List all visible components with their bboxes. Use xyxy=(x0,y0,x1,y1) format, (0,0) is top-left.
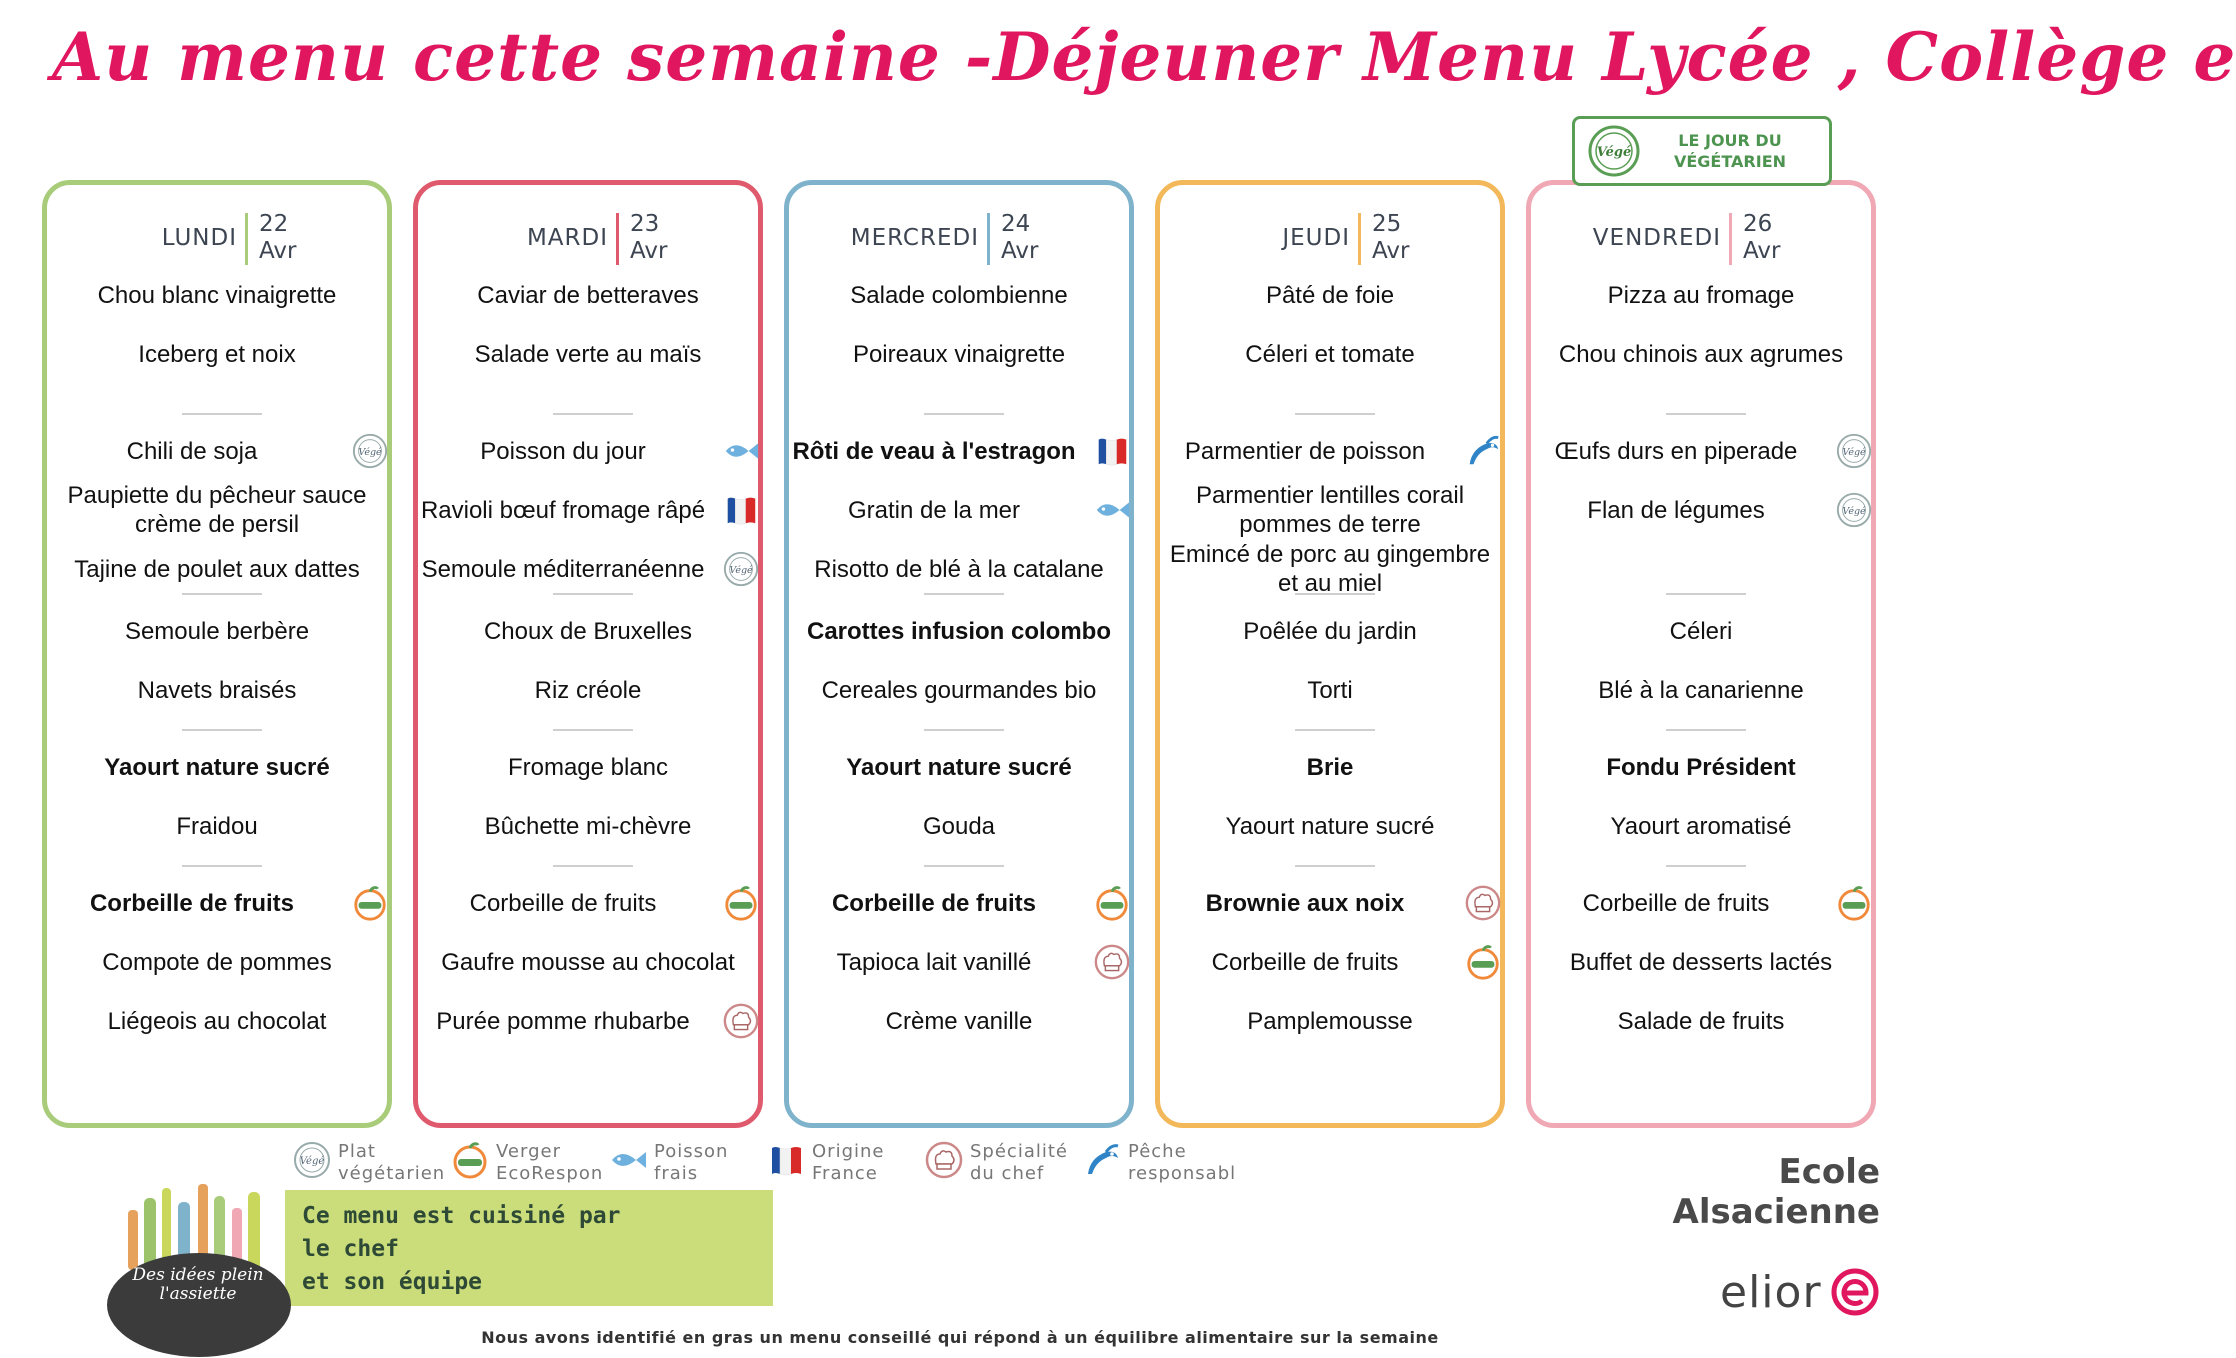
course-separator xyxy=(924,413,1004,415)
day-name: MARDI xyxy=(526,225,608,251)
menu-item xyxy=(418,265,758,325)
day-column-mardi xyxy=(413,180,763,1128)
menu-item xyxy=(789,873,1129,933)
chef-icon xyxy=(924,1140,964,1185)
menu-item xyxy=(47,324,387,384)
chef-icon xyxy=(1093,943,1131,981)
menu-item-label: Fromage blanc xyxy=(507,753,669,781)
vege-icon xyxy=(1835,491,1873,529)
day-number: 22 xyxy=(259,211,289,237)
menu-item xyxy=(1531,660,1871,720)
menu-item xyxy=(1160,873,1500,933)
day-divider xyxy=(616,213,619,265)
menu-item-label: Gratin de la mer xyxy=(847,496,1021,524)
day-date xyxy=(630,211,667,265)
course-separator xyxy=(553,865,633,867)
menu-item-label: Gaufre mousse au chocolat xyxy=(441,948,735,976)
menu-item xyxy=(1531,873,1871,933)
menu-item xyxy=(418,796,758,856)
menu-item-label: Pamplemousse xyxy=(1247,1007,1413,1035)
chef-icon xyxy=(1464,884,1502,922)
menu-item-label: Semoule berbère xyxy=(124,617,310,645)
menu-item-label: Céleri xyxy=(1669,617,1733,645)
menu-item-label: Blé à la canarienne xyxy=(1598,676,1804,704)
menu-item xyxy=(47,660,387,720)
day-date xyxy=(259,211,296,265)
legend-label: Poisson frais xyxy=(654,1140,729,1184)
menu-item-label: Buffet de desserts lactés xyxy=(1569,948,1833,976)
legend-entry xyxy=(450,1140,603,1185)
menu-item-label: Céleri et tomate xyxy=(1245,340,1415,368)
menu-item-label: Salade verte au maïs xyxy=(474,340,702,368)
menu-item-label: Bûchette mi-chèvre xyxy=(484,812,692,840)
course-separator xyxy=(1295,865,1375,867)
menu-item-label: Cereales gourmandes bio xyxy=(821,676,1097,704)
menu-item-label: Poisson du jour xyxy=(480,437,646,465)
course-separator xyxy=(924,729,1004,731)
course-separator xyxy=(1666,865,1746,867)
menu-item xyxy=(418,873,758,933)
fish-icon xyxy=(608,1140,648,1185)
menu-item-label: Compote de pommes xyxy=(102,948,332,976)
menu-item-label: Torti xyxy=(1307,676,1353,704)
menu-item-label: Œufs durs en piperade xyxy=(1554,437,1798,465)
menu-item xyxy=(418,480,758,540)
menu-item-label: Tajine de poulet aux dattes xyxy=(74,555,360,583)
verger-icon xyxy=(351,884,389,922)
menu-item-label: Yaourt nature sucré xyxy=(846,753,1072,781)
course-separator xyxy=(182,413,262,415)
menu-item xyxy=(1531,421,1871,481)
vege-banner-text: LE JOUR DU VÉGÉTARIEN xyxy=(1673,131,1787,171)
elior-e-icon xyxy=(1830,1267,1880,1317)
menu-item xyxy=(1160,421,1500,481)
menu-item xyxy=(1160,796,1500,856)
menu-item xyxy=(47,265,387,325)
menu-item-label: Corbeille de fruits xyxy=(831,889,1037,917)
svg-text:Végé: Végé xyxy=(1842,505,1866,517)
menu-item xyxy=(1531,480,1871,540)
menu-item-label: Yaourt nature sucré xyxy=(104,753,330,781)
course-separator xyxy=(924,865,1004,867)
elior-logo xyxy=(1720,1262,1890,1322)
menu-item-label: Purée pomme rhubarbe xyxy=(436,1007,690,1035)
legend-label: Plat végétarien xyxy=(338,1140,446,1184)
day-name: MERCREDI xyxy=(850,225,979,251)
menu-item-label: Corbeille de fruits xyxy=(1211,948,1399,976)
menu-item xyxy=(789,265,1129,325)
day-number: 25 xyxy=(1372,211,1402,237)
menu-item-label: Pizza au fromage xyxy=(1607,281,1795,309)
vege-icon xyxy=(351,432,389,470)
day-column-jeudi xyxy=(1155,180,1505,1128)
day-column-vendredi xyxy=(1526,180,1876,1128)
day-month: Avr xyxy=(1001,238,1039,264)
svg-text:Végé: Végé xyxy=(1596,145,1632,160)
menu-item-label: Chou chinois aux agrumes xyxy=(1558,340,1844,368)
day-column-lundi xyxy=(42,180,392,1128)
menu-item xyxy=(47,991,387,1051)
menu-item xyxy=(418,660,758,720)
menu-item xyxy=(1160,991,1500,1051)
menu-item xyxy=(1160,601,1500,661)
day-header xyxy=(1531,201,1871,265)
menu-item-label: Semoule méditerranéenne xyxy=(421,555,705,583)
menu-item-label: Iceberg et noix xyxy=(138,340,296,368)
menu-item xyxy=(789,324,1129,384)
day-number: 24 xyxy=(1001,211,1031,237)
menu-item xyxy=(1160,265,1500,325)
menu-item-label: Corbeille de fruits xyxy=(469,889,657,917)
menu-item xyxy=(47,539,387,599)
menu-item-label: Emincé de porc au gingembre et au miel xyxy=(1169,541,1491,597)
day-month: Avr xyxy=(1743,238,1781,264)
menu-item-label: Salade de fruits xyxy=(1617,1007,1785,1035)
vege-day-banner xyxy=(1572,116,1832,186)
verger-icon xyxy=(450,1140,490,1185)
brand-name: elior xyxy=(1720,1266,1822,1318)
menu-item-label: Caviar de betteraves xyxy=(477,281,699,309)
vege-icon xyxy=(722,550,760,588)
peche-icon xyxy=(1464,432,1502,470)
menu-item xyxy=(418,737,758,797)
day-name: JEUDI xyxy=(1282,225,1350,251)
svg-text:Végé: Végé xyxy=(299,1156,325,1167)
menu-item-label: Chou blanc vinaigrette xyxy=(97,281,337,309)
menu-item-label: Chili de soja xyxy=(126,437,258,465)
day-column-mercredi xyxy=(784,180,1134,1128)
menu-item xyxy=(418,539,758,599)
menu-item-label: Poireaux vinaigrette xyxy=(852,340,1066,368)
vege-badge-icon xyxy=(1587,124,1641,178)
menu-item-label: Crème vanille xyxy=(885,1007,1033,1035)
verger-icon xyxy=(1835,884,1873,922)
menu-item-label: Brownie aux noix xyxy=(1205,889,1405,917)
menu-item xyxy=(1531,324,1871,384)
course-separator xyxy=(1295,729,1375,731)
menu-item-label: Tapioca lait vanillé xyxy=(836,948,1032,976)
menu-item-label: Gouda xyxy=(922,812,996,840)
course-separator xyxy=(1295,413,1375,415)
menu-item-label: Fondu Président xyxy=(1606,753,1796,781)
menu-item xyxy=(418,601,758,661)
menu-item-label: Rôti de veau à l'estragon xyxy=(792,437,1076,465)
menu-item-label: Riz créole xyxy=(534,676,642,704)
day-divider xyxy=(1729,213,1732,265)
menu-item-label: Paupiette du pêcheur sauce crème de persil xyxy=(67,482,367,538)
legend-entry xyxy=(766,1140,884,1185)
menu-item-label: Corbeille de fruits xyxy=(1582,889,1770,917)
menu-item xyxy=(1160,932,1500,992)
day-number: 23 xyxy=(630,211,660,237)
legend-label: Origine France xyxy=(812,1140,885,1184)
peche-icon xyxy=(1082,1140,1122,1185)
menu-item xyxy=(1531,932,1871,992)
svg-text:Végé: Végé xyxy=(729,564,753,576)
menu-item xyxy=(47,796,387,856)
svg-text:Végé: Végé xyxy=(358,446,382,458)
menu-item xyxy=(47,480,387,540)
menu-item-label: Brie xyxy=(1306,753,1354,781)
day-header xyxy=(47,201,387,265)
course-separator xyxy=(553,593,633,595)
day-number: 26 xyxy=(1743,211,1773,237)
menu-item xyxy=(1531,737,1871,797)
course-separator xyxy=(182,729,262,731)
page-title: Au menu cette semaine -Déjeuner Menu Lycée , Collège e xyxy=(52,18,2236,96)
day-date xyxy=(1372,211,1409,265)
course-separator xyxy=(182,865,262,867)
course-separator xyxy=(553,413,633,415)
menu-item-label: Parmentier lentilles corail pommes de terre xyxy=(1195,482,1465,538)
menu-item-label: Yaourt aromatisé xyxy=(1610,812,1792,840)
day-name: VENDREDI xyxy=(1592,225,1721,251)
menu-item xyxy=(789,991,1129,1051)
menu-item-label: Poêlée du jardin xyxy=(1243,617,1417,645)
day-header xyxy=(418,201,758,265)
menu-item xyxy=(789,421,1129,481)
menu-item-label: Risotto de blé à la catalane xyxy=(814,555,1104,583)
verger-icon xyxy=(722,884,760,922)
legend xyxy=(292,1140,1252,1190)
verger-icon xyxy=(1464,943,1502,981)
menu-item xyxy=(418,991,758,1051)
menu-item-label: Flan de légumes xyxy=(1587,496,1765,524)
menu-item-label: Liégeois au chocolat xyxy=(107,1007,327,1035)
menu-item xyxy=(789,796,1129,856)
day-month: Avr xyxy=(1372,238,1410,264)
menu-item-label: Navets braisés xyxy=(137,676,297,704)
day-header xyxy=(789,201,1129,265)
fish-icon xyxy=(722,432,760,470)
menu-item xyxy=(1160,324,1500,384)
menu-item-label: Salade colombienne xyxy=(850,281,1068,309)
fish-icon xyxy=(1093,491,1131,529)
menu-item xyxy=(47,932,387,992)
legend-entry xyxy=(608,1140,728,1185)
menu-item xyxy=(789,480,1129,540)
menu-item-label: Pâté de foie xyxy=(1265,281,1395,309)
menu-item-label: Corbeille de fruits xyxy=(89,889,295,917)
menu-item xyxy=(1160,539,1500,599)
day-divider xyxy=(987,213,990,265)
france-flag-icon xyxy=(766,1140,806,1185)
day-divider xyxy=(1358,213,1361,265)
menu-item xyxy=(1160,737,1500,797)
school-name: Ecole Alsacienne xyxy=(1672,1152,1880,1232)
course-separator xyxy=(1666,729,1746,731)
menu-item xyxy=(789,660,1129,720)
menu-item-label: Yaourt nature sucré xyxy=(1225,812,1435,840)
menu-item xyxy=(47,737,387,797)
menu-item xyxy=(789,539,1129,599)
menu-item xyxy=(789,601,1129,661)
course-separator xyxy=(182,593,262,595)
day-divider xyxy=(245,213,248,265)
menu-item xyxy=(1160,660,1500,720)
france-flag-icon xyxy=(722,491,760,529)
menu-item xyxy=(789,737,1129,797)
menu-item xyxy=(1531,601,1871,661)
menu-item-label: Ravioli bœuf fromage râpé xyxy=(420,496,706,524)
footer-note: Nous avons identifié en gras un menu conseillé qui répond à un équilibre alimentaire sur la semaine xyxy=(481,1328,1439,1347)
day-month: Avr xyxy=(630,238,668,264)
legend-entry xyxy=(292,1140,445,1185)
menu-item xyxy=(47,873,387,933)
svg-text:Végé: Végé xyxy=(1842,446,1866,458)
day-header xyxy=(1160,201,1500,265)
vege-icon xyxy=(1835,432,1873,470)
france-flag-icon xyxy=(1093,432,1131,470)
day-name: LUNDI xyxy=(161,225,237,251)
legend-entry xyxy=(1082,1140,1236,1185)
course-separator xyxy=(1666,593,1746,595)
menu-item xyxy=(1160,480,1500,540)
menu-item xyxy=(418,932,758,992)
vege-icon xyxy=(292,1140,332,1185)
menu-item xyxy=(418,421,758,481)
menu-item-label: Parmentier de poisson xyxy=(1184,437,1426,465)
plate-logo-text: Des idées plein l'assiette xyxy=(132,1265,264,1304)
menu-item xyxy=(1531,265,1871,325)
menu-item xyxy=(1531,991,1871,1051)
menu-item xyxy=(47,601,387,661)
legend-label: Spécialité du chef xyxy=(970,1140,1068,1184)
day-month: Avr xyxy=(259,238,297,264)
course-separator xyxy=(1295,593,1375,595)
course-separator xyxy=(553,729,633,731)
course-separator xyxy=(924,593,1004,595)
day-date xyxy=(1001,211,1038,265)
menu-item-label: Fraidou xyxy=(176,812,258,840)
menu-item xyxy=(789,932,1129,992)
verger-icon xyxy=(1093,884,1131,922)
legend-label: Pêche responsabl xyxy=(1128,1140,1237,1184)
chef-text: Ce menu est cuisiné par le chef et son équipe xyxy=(302,1203,621,1295)
legend-label: Verger EcoRespon xyxy=(496,1140,604,1184)
menu-item-label: Choux de Bruxelles xyxy=(483,617,693,645)
chef-icon xyxy=(722,1002,760,1040)
day-date xyxy=(1743,211,1780,265)
legend-entry xyxy=(924,1140,1068,1185)
course-separator xyxy=(1666,413,1746,415)
menu-item xyxy=(47,421,387,481)
menu-item-label: Carottes infusion colombo xyxy=(806,617,1111,645)
menu-item xyxy=(1531,796,1871,856)
menu-item xyxy=(418,324,758,384)
